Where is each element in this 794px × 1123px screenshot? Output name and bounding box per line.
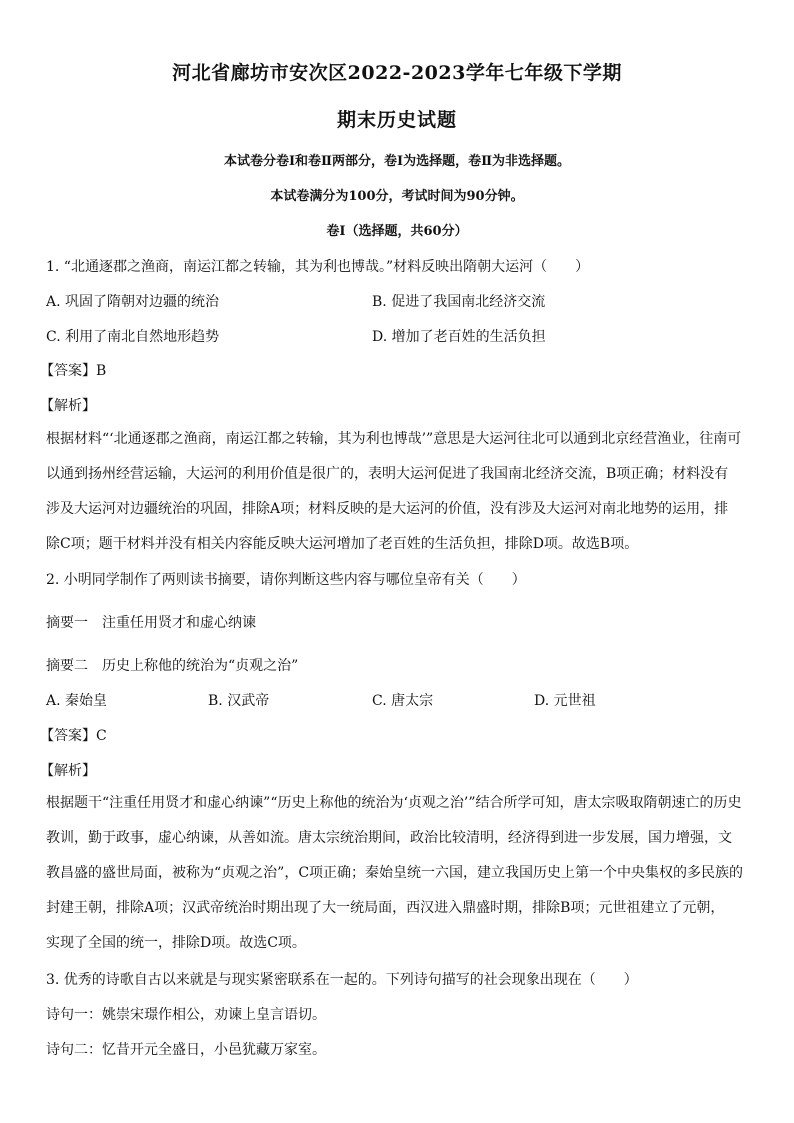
q1-answer: 【答案】B	[40, 363, 107, 379]
section-heading: 卷Ⅰ（选择题，共60分）	[326, 224, 468, 239]
exam-title: 河北省廊坊市安次区2022-2023学年七年级下学期	[172, 62, 622, 84]
q1-analysis	[46, 422, 748, 562]
q1-analysis-label: 【解析】	[40, 398, 96, 414]
q2-answer: 【答案】C	[40, 728, 107, 744]
q2-option-a: A. 秦始皇	[46, 693, 108, 709]
q1-analysis-line: 涉及大运河对边疆统治的巩固，排除A项；材料反映的是大运河的价值，没有涉及大运河对南北地势的运用，排	[46, 501, 729, 517]
q3-poem-1: 诗句一：姚崇宋璟作相公，劝谏上皇言语切。	[46, 1007, 326, 1023]
q1-option-b: B. 促进了我国南北经济交流	[372, 294, 546, 310]
q2-summary-2: 摘要二 历史上称他的统治为“贞观之治”	[46, 658, 299, 674]
exam-subtitle: 期末历史试题	[336, 109, 457, 131]
q3-poem-2: 诗句二：忆昔开元全盛日，小邑犹藏万家室。	[46, 1042, 326, 1058]
q2-stem: 2. 小明同学制作了两则读书摘要，请你判断这些内容与哪位皇帝有关（ ）	[46, 572, 526, 588]
q2-analysis-line: 根据题干“注重任用贤才和虚心纳谏”“历史上称他的统治为‘贞观之治’”结合所学可知，唐太宗吸取隋朝速亡的历史	[46, 795, 742, 811]
exam-note-structure: 本试卷分卷Ⅰ和卷Ⅱ两部分，卷Ⅰ为选择题，卷Ⅱ为非选择题。	[223, 154, 571, 169]
exam-note-score: 本试卷满分为100分，考试时间为90分钟。	[270, 189, 524, 204]
q2-option-d: D. 元世祖	[534, 693, 596, 709]
q1-analysis-line: 根据材料“‘北通逐郡之渔商，南运江都之转输，其为利也博哉’”意思是大运河往北可以通到北京经营渔业，往南可	[46, 431, 742, 447]
q1-option-a: A. 巩固了隋朝对边疆的统治	[46, 294, 220, 310]
q2-analysis-line: 教训，勤于政事，虚心纳谏，从善如流。唐太宗统治期间，政治比较清明，经济得到进一步发展，国力增强，文	[46, 830, 732, 846]
q2-analysis-line: 教昌盛的盛世局面，被称为“贞观之治”，C项正确；秦始皇统一六国，建立我国历史上第一个中央集权的多民族的	[46, 865, 744, 881]
q2-option-b: B. 汉武帝	[208, 693, 270, 709]
q2-analysis	[46, 786, 748, 961]
q2-option-c: C. 唐太宗	[372, 693, 434, 709]
q1-analysis-line: 以通到扬州经营运输，大运河的利用价值是很广的，表明大运河促进了我国南北经济交流，B项正确；材料没有	[46, 466, 729, 482]
q2-analysis-label: 【解析】	[40, 763, 96, 779]
q2-analysis-line: 封建王朝，排除A项；汉武帝统治时期出现了大一统局面，西汉进入鼎盛时期，排除B项；元世祖建立了元朝，	[46, 900, 725, 916]
q1-option-d: D. 增加了老百姓的生活负担	[372, 329, 546, 345]
q3-stem: 3. 优秀的诗歌自古以来就是与现实紧密联系在一起的。下列诗句描写的社会现象出现在（ ）	[46, 972, 638, 988]
q1-stem: 1. “北通逐郡之渔商，南运江都之转输，其为利也博哉。”材料反映出隋朝大运河（ ）	[46, 259, 590, 275]
q2-summary-1: 摘要一 注重任用贤才和虚心纳谏	[46, 615, 256, 631]
q1-option-c: C. 利用了南北自然地形趋势	[46, 329, 220, 345]
q1-analysis-line: 除C项；题干材料并没有相关内容能反映大运河增加了老百姓的生活负担，排除D项。故选B项。	[46, 536, 639, 552]
q2-analysis-line: 实现了全国的统一，排除D项。故选C项。	[46, 935, 306, 951]
